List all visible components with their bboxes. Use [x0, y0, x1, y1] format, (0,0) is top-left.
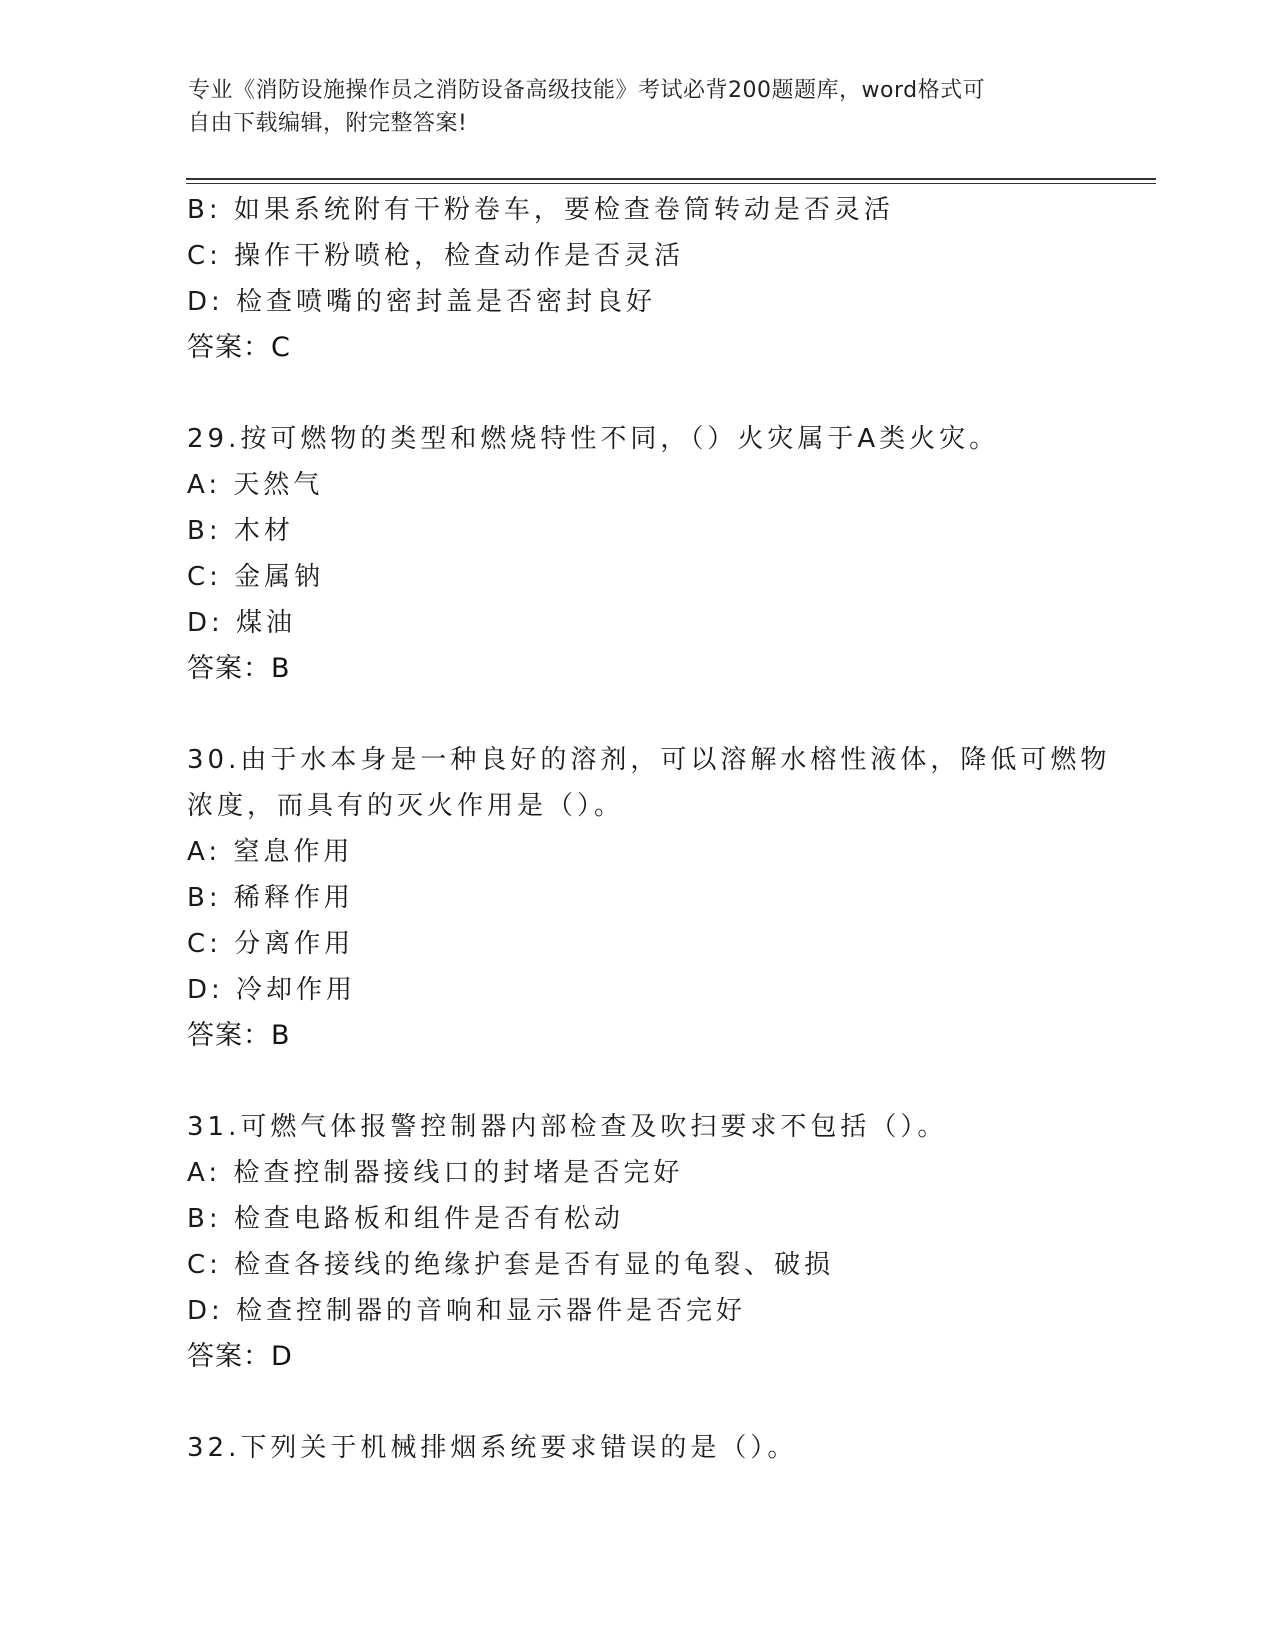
question-text-line-1: 30.由于水本身是一种良好的溶剂，可以溶解水榕性液体，降低可燃物: [187, 745, 1111, 775]
question-block-32: [187, 1425, 1147, 1471]
answer-label: 答案：B: [187, 653, 291, 684]
option-c: C: 检查各接线的绝缘护套是否有显的龟裂、破损: [187, 1250, 835, 1280]
answer-label: 答案：C: [187, 332, 291, 363]
question-text: 32.下列关于机械排烟系统要求错误的是（）。: [187, 1433, 798, 1463]
document-header: [188, 74, 1088, 140]
document-body: [187, 187, 1147, 1471]
question-block-28: [187, 187, 1147, 371]
answer-label: 答案：B: [187, 1020, 291, 1051]
option-a: A: 检查控制器接线口的封堵是否完好: [187, 1158, 684, 1188]
question-text: 31.可燃气体报警控制器内部检查及吹扫要求不包括（）。: [187, 1112, 948, 1142]
header-divider-thick: [186, 178, 1156, 180]
option-b: B: 检查电路板和组件是否有松动: [187, 1204, 624, 1234]
option-d: D: 检查控制器的音响和显示器件是否完好: [187, 1296, 747, 1326]
option-b: B: 稀释作用: [187, 883, 354, 913]
answer-label: 答案：D: [187, 1341, 293, 1372]
question-block-31: [187, 1104, 1147, 1380]
option-a: A: 窒息作用: [187, 837, 354, 867]
question-text-line-2: 浓度，而具有的灭火作用是（）。: [187, 791, 625, 821]
question-text: 29.按可燃物的类型和燃烧特性不同，（）火灾属于A类火灾。: [187, 424, 1000, 454]
question-block-29: [187, 416, 1147, 692]
option-b: B: 木材: [187, 516, 294, 546]
option-a: A: 天然气: [187, 470, 324, 500]
option-d: D: 煤油: [187, 608, 297, 638]
question-block-30: [187, 737, 1147, 1059]
header-divider-thin: [186, 183, 1156, 184]
option-c: C: 操作干粉喷枪，检查动作是否灵活: [187, 241, 685, 271]
option-b: B: 如果系统附有干粉卷车，要检查卷筒转动是否灵活: [187, 195, 894, 225]
header-line-2: 自由下载编辑，附完整答案!: [188, 111, 468, 136]
option-d: D: 检查喷嘴的密封盖是否密封良好: [187, 287, 657, 317]
option-c: C: 金属钠: [187, 562, 325, 592]
header-line-1: 专业《消防设施操作员之消防设备高级技能》考试必背200题题库，word格式可: [188, 78, 986, 103]
option-c: C: 分离作用: [187, 929, 355, 959]
option-d: D: 冷却作用: [187, 975, 357, 1005]
